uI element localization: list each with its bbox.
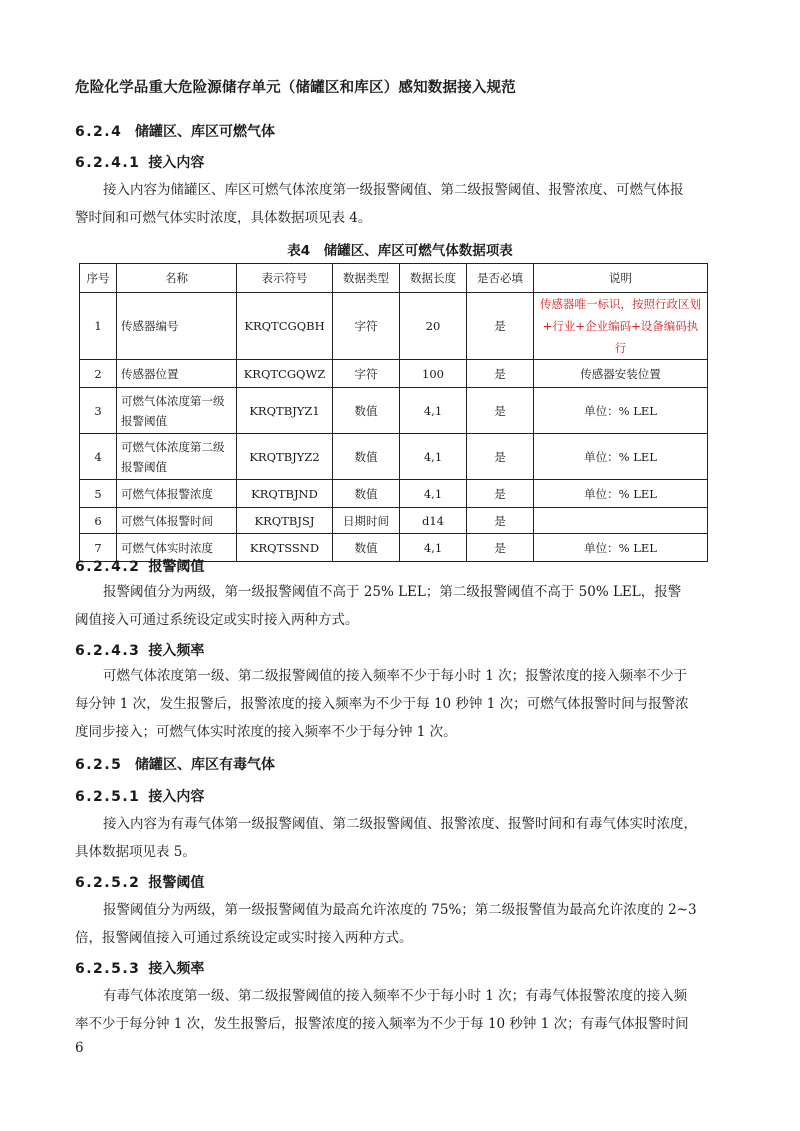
cell-no: 3	[80, 388, 117, 434]
header-cell: 表示符号	[237, 264, 333, 293]
cell-type: 数值	[333, 388, 400, 434]
cell-required: 是	[467, 293, 534, 360]
paragraph-line: 报警阈值分为两级，第一级报警阈值为最高允许浓度的 75%；第二级报警值为最高允许浓度的 2~3	[103, 902, 697, 918]
cell-no: 6	[80, 508, 117, 534]
cell-description: 传感器安装位置	[534, 360, 708, 388]
section-title: 接入频率	[148, 961, 205, 977]
section-title: 接入内容	[148, 155, 205, 171]
section-title: 储罐区、库区有毒气体	[135, 757, 275, 773]
section-heading-6-2-4-2	[75, 556, 204, 576]
cell-name: 可燃气体报警时间	[117, 508, 237, 534]
paragraph-6-2-5-3	[75, 982, 725, 1038]
cell-description: 传感器唯一标识，按照行政区划+行业+企业编码+设备编码执行	[534, 293, 708, 360]
section-heading-6-2-5-2	[75, 872, 204, 892]
cell-type: 字符	[333, 360, 400, 388]
table-row	[80, 480, 708, 508]
paragraph-6-2-4-1	[75, 176, 725, 232]
section-title: 报警阈值	[148, 559, 205, 575]
table-caption: 表4 储罐区、库区可燃气体数据项表	[287, 243, 513, 259]
cell-no: 1	[80, 293, 117, 360]
page-header-title: 危险化学品重大危险源储存单元（储罐区和库区）感知数据接入规范	[75, 80, 516, 96]
cell-name: 可燃气体浓度第二级报警阈值	[117, 434, 237, 480]
section-heading-6-2-5-3	[75, 958, 204, 978]
cell-symbol: KRQTBJSJ	[237, 508, 333, 534]
header-cell: 说明	[534, 264, 708, 293]
section-title: 报警阈值	[148, 875, 205, 891]
cell-name: 可燃气体实时浓度	[117, 534, 237, 562]
cell-description: 单位：% LEL	[534, 388, 708, 434]
table-header-row	[80, 264, 708, 293]
cell-symbol: KRQTBJYZ1	[237, 388, 333, 434]
cell-no: 5	[80, 480, 117, 508]
cell-type: 字符	[333, 293, 400, 360]
section-number: 6.2.5	[75, 757, 123, 773]
header-cell: 数据长度	[400, 264, 467, 293]
cell-type: 日期时间	[333, 508, 400, 534]
cell-required: 是	[467, 508, 534, 534]
cell-type: 数值	[333, 480, 400, 508]
cell-no: 7	[80, 534, 117, 562]
section-heading-6-2-4	[75, 121, 275, 141]
paragraph-6-2-4-2	[75, 578, 725, 634]
cell-required: 是	[467, 388, 534, 434]
paragraph-line: 每分钟 1 次，发生报警后，报警浓度的接入频率为不少于每 10 秒钟 1 次；可燃气体报警时间与报警浓	[75, 696, 689, 712]
cell-symbol: KRQTSSND	[237, 534, 333, 562]
paragraph-line: 倍，报警阈值接入可通过系统设定或实时接入两种方式。	[75, 930, 413, 946]
section-number: 6.2.5.3	[75, 961, 141, 977]
cell-description: 单位：% LEL	[534, 534, 708, 562]
section-heading-6-2-5-1	[75, 786, 204, 806]
section-heading-6-2-5	[75, 754, 275, 774]
paragraph-6-2-4-3	[75, 662, 725, 746]
section-title: 接入频率	[148, 643, 205, 659]
paragraph-line: 警时间和可燃气体实时浓度，具体数据项见表 4。	[75, 210, 372, 226]
cell-required: 是	[467, 360, 534, 388]
header-cell: 名称	[117, 264, 237, 293]
paragraph-line: 率不少于每分钟 1 次，发生报警后，报警浓度的接入频率为不少于每 10 秒钟 1 次；有毒气体报警时间	[75, 1016, 689, 1032]
section-number: 6.2.5.2	[75, 875, 141, 891]
cell-name: 传感器位置	[117, 360, 237, 388]
cell-length: 100	[400, 360, 467, 388]
paragraph-line: 报警阈值分为两级，第一级报警阈值不高于 25% LEL；第二级报警阈值不高于 50% LEL，报警	[103, 584, 682, 600]
section-number: 6.2.4.2	[75, 559, 141, 575]
section-number: 6.2.4.3	[75, 643, 141, 659]
cell-description: 单位：% LEL	[534, 480, 708, 508]
cell-length: 20	[400, 293, 467, 360]
table-row	[80, 434, 708, 480]
cell-name: 可燃气体报警浓度	[117, 480, 237, 508]
cell-symbol: KRQTCGQBH	[237, 293, 333, 360]
table-row	[80, 293, 708, 360]
cell-length: 4,1	[400, 388, 467, 434]
cell-length: 4,1	[400, 434, 467, 480]
cell-no: 4	[80, 434, 117, 480]
paragraph-line: 有毒气体浓度第一级、第二级报警阈值的接入频率不少于每小时 1 次；有毒气体报警浓度的接入频	[103, 988, 688, 1004]
header-cell: 数据类型	[333, 264, 400, 293]
paragraph-line: 具体数据项见表 5。	[75, 844, 196, 860]
cell-symbol: KRQTCGQWZ	[237, 360, 333, 388]
section-heading-6-2-4-1	[75, 152, 204, 172]
cell-symbol: KRQTBJND	[237, 480, 333, 508]
cell-type: 数值	[333, 534, 400, 562]
table-row	[80, 360, 708, 388]
section-number: 6.2.5.1	[75, 789, 141, 805]
table-row	[80, 388, 708, 434]
cell-length: d14	[400, 508, 467, 534]
section-heading-6-2-4-3	[75, 640, 204, 660]
cell-required: 是	[467, 480, 534, 508]
cell-name: 传感器编号	[117, 293, 237, 360]
paragraph-line: 可燃气体浓度第一级、第二级报警阈值的接入频率不少于每小时 1 次；报警浓度的接入频率不少于	[103, 668, 688, 684]
cell-no: 2	[80, 360, 117, 388]
paragraph-line: 接入内容为储罐区、库区可燃气体浓度第一级报警阈值、第二级报警阈值、报警浓度、可燃气体报	[103, 182, 684, 198]
data-items-table	[79, 263, 708, 562]
cell-required: 是	[467, 534, 534, 562]
paragraph-6-2-5-1	[75, 810, 725, 866]
section-title: 接入内容	[148, 789, 205, 805]
cell-description: 单位：% LEL	[534, 434, 708, 480]
header-cell: 是否必填	[467, 264, 534, 293]
paragraph-6-2-5-2	[75, 896, 725, 952]
cell-required: 是	[467, 434, 534, 480]
cell-symbol: KRQTBJYZ2	[237, 434, 333, 480]
cell-name: 可燃气体浓度第一级报警阈值	[117, 388, 237, 434]
page-number: 6	[75, 1040, 84, 1056]
cell-length: 4,1	[400, 480, 467, 508]
header-cell: 序号	[80, 264, 117, 293]
section-title: 储罐区、库区可燃气体	[135, 124, 275, 140]
section-number: 6.2.4.1	[75, 155, 141, 171]
paragraph-line: 度同步接入；可燃气体实时浓度的接入频率不少于每分钟 1 次。	[75, 724, 457, 740]
cell-description	[534, 508, 708, 534]
section-number: 6.2.4	[75, 124, 123, 140]
cell-type: 数值	[333, 434, 400, 480]
paragraph-line: 接入内容为有毒气体第一级报警阈值、第二级报警阈值、报警浓度、报警时间和有毒气体实时浓度，	[103, 816, 697, 832]
paragraph-line: 阈值接入可通过系统设定或实时接入两种方式。	[75, 612, 359, 628]
table-row	[80, 508, 708, 534]
cell-length: 4,1	[400, 534, 467, 562]
